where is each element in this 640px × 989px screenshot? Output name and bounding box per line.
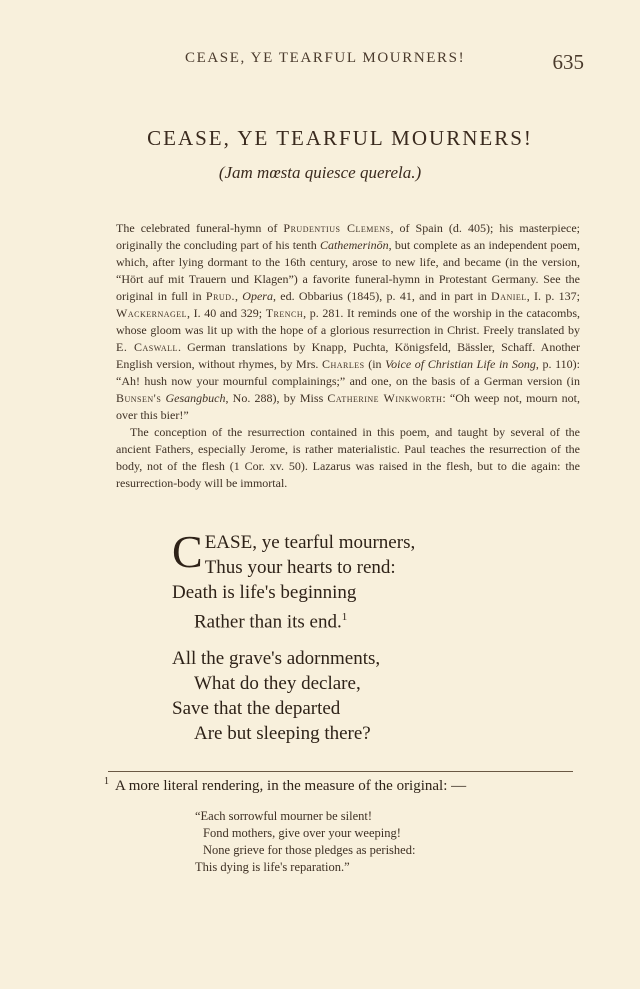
footnote-mark: 1 [104, 776, 109, 787]
intro-text: : “Oh weep not, mourn not, over this bier!” [116, 391, 580, 422]
ref-voice: Voice of Christian Life in Song [385, 357, 536, 371]
poem-line: Thus your hearts to rend: [204, 557, 396, 578]
poem-line [172, 605, 532, 634]
intro-text: , No. 288), by Miss [225, 391, 328, 405]
translator-winkworth: Catherine Winkworth [327, 391, 443, 405]
intro-text: , I. p. 137; [526, 289, 580, 303]
stanza-1 [172, 526, 532, 634]
intro-text: The celebrated funeral-hymn of [116, 221, 284, 235]
quote-line: This dying is life's reparation.” [195, 860, 350, 874]
ref-prud: Prud. [205, 289, 235, 303]
ref-wackernagel: Wackernagel [116, 306, 188, 320]
poem-line: Are but sleeping there? [194, 723, 371, 745]
intro-paragraph-2: The conception of the resurrection contained in this poem, and taught by several of the ancient Fathers, especially Jerome, is rather materialistic. Paul teaches the resurrection of the body, not of the flesh (1 Cor. xv. 50). Lazarus was raised in the flesh, but to die again: the resurrection-body will be immortal. [116, 425, 580, 490]
ref-opera: Opera [242, 289, 273, 303]
work-title: Cathemerinōn [319, 238, 389, 252]
author-name: Prudentius Clemens [283, 221, 391, 235]
poem-line: Death is life's beginning [172, 582, 357, 603]
footnote-ref[interactable]: 1 [341, 611, 348, 623]
running-head: CEASE, YE TEARFUL MOURNERS! [185, 50, 466, 66]
intro-text: . German translations by Knapp, Puchta, Königsfeld, Bässler, Schaff. Another English version, without rhymes, by Mrs. [116, 340, 581, 371]
quote-line: “Each sorrowful mourner be silent! [195, 809, 373, 823]
intro-text: , p. 110): “Ah! hush now your mournful complainings;” and one, on the basis of a German version (in [116, 357, 580, 388]
intro-paragraph-1 [116, 220, 580, 424]
introduction [116, 220, 580, 492]
intro-text: , of Spain (d. 405); his masterpiece; originally the concluding part of his tenth [116, 221, 581, 252]
footnote-text: A more literal rendering, in the measure of the original: — [115, 778, 467, 794]
intro-text: (in [364, 357, 386, 371]
footnote-quote [195, 808, 495, 876]
poem [172, 526, 532, 746]
footnote-divider [108, 771, 573, 772]
poem-line: Save that the departed [172, 698, 341, 720]
page-number: 635 [552, 50, 584, 74]
intro-text: , but complete as an independent poem, which, after lying dormant to the 16th century, arose to new life, and became (in the version, “Hört auf mit Trauern und Klagen”) a favorite funeral-hymn in Protestant Germany. See the original in full in [116, 238, 580, 303]
stanza-2 [172, 646, 532, 746]
poem-line: What do they declare, [194, 673, 361, 695]
intro-text: , ed. Obbarius (1845), p. 41, and in part in [272, 289, 492, 303]
poem-line: All the grave's adornments, [172, 648, 381, 670]
line-text: EASE, ye tearful mourners, [204, 532, 416, 553]
quote-line: Fond mothers, give over your weeping! [203, 826, 401, 840]
footnote [104, 776, 574, 795]
drop-cap: C [172, 526, 203, 577]
hymn-title: CEASE, YE TEARFUL MOURNERS! [147, 126, 533, 150]
quote-line: None grieve for those pledges as perished: [203, 843, 416, 857]
line-text: Rather than its end. [194, 611, 342, 633]
translator-charles: Charles [321, 357, 365, 371]
intro-text: , I. 40 and 329; [187, 306, 266, 320]
intro-text: , p. 281. It reminds one of the worship in the catacombs, whose gloom was lit up with the hope of a glorious resurrection in Christ. Freely translated by [116, 306, 581, 337]
ref-bunsen: Bunsen's [116, 391, 162, 405]
ref-trench: Trench [265, 306, 304, 320]
translator-caswall: E. Caswall [116, 340, 178, 354]
latin-subtitle: (Jam mœsta quiesce querela.) [218, 163, 422, 182]
ref-daniel: Daniel [491, 289, 527, 303]
intro-text: , [234, 289, 243, 303]
ref-gesangbuch: Gesangbuch [165, 391, 226, 405]
